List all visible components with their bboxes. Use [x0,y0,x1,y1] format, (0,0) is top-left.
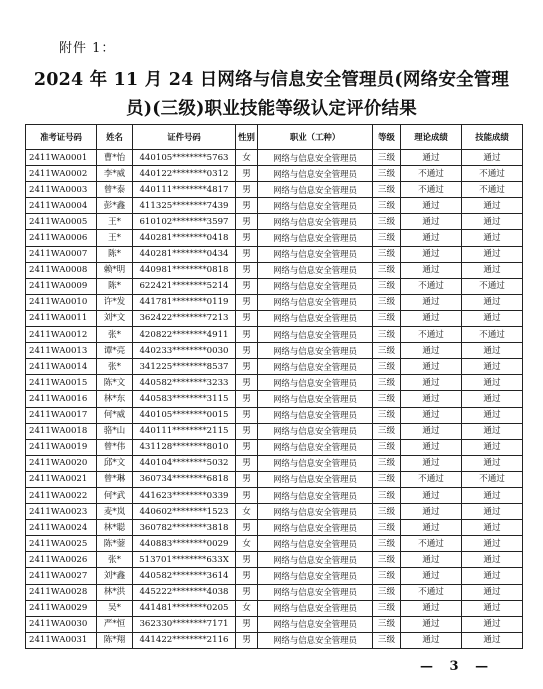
id-number-cell: 362330********7171 [133,616,236,632]
skill-result-cell: 通过 [462,246,523,262]
occupation-cell: 网络与信息安全管理员 [258,600,373,616]
exam-number-cell: 2411WA0021 [26,471,97,487]
exam-number-cell: 2411WA0015 [26,375,97,391]
skill-result-cell: 通过 [462,455,523,471]
level-cell: 三级 [373,471,401,487]
gender-cell: 男 [236,214,258,230]
theory-result-cell: 不通过 [401,182,462,198]
name-cell: 何*威 [97,407,133,423]
name-cell: 王* [97,214,133,230]
id-number-cell: 362422********7213 [133,310,236,326]
level-cell: 三级 [373,359,401,375]
name-cell: 赖*明 [97,262,133,278]
table-row [26,423,523,439]
exam-number-cell: 2411WA0027 [26,568,97,584]
skill-result-cell: 通过 [462,150,523,166]
gender-cell: 男 [236,487,258,503]
name-cell: 曾*伟 [97,439,133,455]
name-cell: 陈*蓥 [97,536,133,552]
skill-result-cell: 通过 [462,536,523,552]
exam-number-cell: 2411WA0008 [26,262,97,278]
theory-result-cell: 通过 [401,214,462,230]
id-number-cell: 440111********2115 [133,423,236,439]
gender-cell: 男 [236,439,258,455]
table-row [26,407,523,423]
level-cell: 三级 [373,310,401,326]
theory-result-cell: 通过 [401,343,462,359]
exam-number-cell: 2411WA0003 [26,182,97,198]
level-cell: 三级 [373,552,401,568]
gender-cell: 女 [236,600,258,616]
occupation-cell: 网络与信息安全管理员 [258,150,373,166]
skill-result-cell: 不通过 [462,182,523,198]
name-cell: 陈* [97,246,133,262]
gender-cell: 男 [236,359,258,375]
occupation-cell: 网络与信息安全管理员 [258,246,373,262]
occupation-cell: 网络与信息安全管理员 [258,375,373,391]
gender-cell: 男 [236,471,258,487]
level-cell: 三级 [373,568,401,584]
occupation-cell: 网络与信息安全管理员 [258,327,373,343]
gender-cell: 男 [236,310,258,326]
id-number-cell: 440233********0030 [133,343,236,359]
id-number-cell: 445222********4038 [133,584,236,600]
table-row [26,455,523,471]
id-number-cell: 440582********3233 [133,375,236,391]
occupation-cell: 网络与信息安全管理员 [258,391,373,407]
skill-result-cell: 通过 [462,439,523,455]
name-cell: 张* [97,552,133,568]
gender-cell: 男 [236,375,258,391]
gender-cell: 男 [236,278,258,294]
table-row [26,359,523,375]
skill-result-cell: 通过 [462,391,523,407]
gender-cell: 男 [236,423,258,439]
table-row [26,310,523,326]
occupation-cell: 网络与信息安全管理员 [258,278,373,294]
theory-result-cell: 通过 [401,552,462,568]
id-number-cell: 513701********633X [133,552,236,568]
exam-number-cell: 2411WA0026 [26,552,97,568]
occupation-cell: 网络与信息安全管理员 [258,632,373,648]
skill-result-cell: 通过 [462,616,523,632]
theory-result-cell: 通过 [401,632,462,648]
document-title-line-2: 员)(三级)职业技能等级认定评价结果 [126,99,417,119]
theory-result-cell: 通过 [401,487,462,503]
name-cell: 曾*泰 [97,182,133,198]
exam-number-cell: 2411WA0024 [26,520,97,536]
theory-result-cell: 不通过 [401,471,462,487]
level-cell: 三级 [373,327,401,343]
table-row [26,214,523,230]
id-number-cell: 420822********4911 [133,327,236,343]
theory-result-cell: 通过 [401,230,462,246]
skill-result-cell: 不通过 [462,278,523,294]
level-cell: 三级 [373,616,401,632]
exam-number-cell: 2411WA0029 [26,600,97,616]
table-row [26,294,523,310]
id-number-cell: 440981********0818 [133,262,236,278]
occupation-cell: 网络与信息安全管理员 [258,439,373,455]
level-cell: 三级 [373,214,401,230]
id-number-cell: 440883********0029 [133,536,236,552]
occupation-cell: 网络与信息安全管理员 [258,536,373,552]
table-row [26,262,523,278]
gender-cell: 男 [236,632,258,648]
theory-result-cell: 不通过 [401,166,462,182]
theory-result-cell: 通过 [401,246,462,262]
occupation-cell: 网络与信息安全管理员 [258,423,373,439]
level-cell: 三级 [373,632,401,648]
gender-cell: 女 [236,504,258,520]
theory-result-cell: 通过 [401,375,462,391]
gender-cell: 男 [236,616,258,632]
name-cell: 谭*亮 [97,343,133,359]
table-row [26,150,523,166]
gender-cell: 男 [236,262,258,278]
gender-cell: 男 [236,198,258,214]
id-number-cell: 610102********3597 [133,214,236,230]
name-cell: 何*武 [97,487,133,503]
level-cell: 三级 [373,584,401,600]
theory-result-cell: 通过 [401,520,462,536]
gender-cell: 男 [236,520,258,536]
id-number-cell: 440602********1523 [133,504,236,520]
theory-result-cell: 通过 [401,359,462,375]
theory-result-cell: 通过 [401,600,462,616]
name-cell: 陈* [97,278,133,294]
gender-cell: 男 [236,455,258,471]
theory-result-cell: 通过 [401,391,462,407]
exam-number-cell: 2411WA0025 [26,536,97,552]
name-cell: 许*发 [97,294,133,310]
id-number-cell: 622421********5214 [133,278,236,294]
header-skill-result: 技能成绩 [462,125,523,150]
theory-result-cell: 不通过 [401,584,462,600]
occupation-cell: 网络与信息安全管理员 [258,568,373,584]
theory-result-cell: 通过 [401,423,462,439]
header-exam-number: 准考证号码 [26,125,97,150]
gender-cell: 女 [236,536,258,552]
occupation-cell: 网络与信息安全管理员 [258,552,373,568]
skill-result-cell: 通过 [462,343,523,359]
attachment-label: 附件 1： [59,41,116,56]
skill-result-cell: 通过 [462,552,523,568]
header-occupation: 职业（工种） [258,125,373,150]
gender-cell: 男 [236,343,258,359]
name-cell: 王* [97,230,133,246]
id-number-cell: 440281********0418 [133,230,236,246]
exam-number-cell: 2411WA0013 [26,343,97,359]
level-cell: 三级 [373,487,401,503]
occupation-cell: 网络与信息安全管理员 [258,407,373,423]
table-row [26,536,523,552]
gender-cell: 男 [236,246,258,262]
theory-result-cell: 通过 [401,407,462,423]
table-row [26,616,523,632]
document-title-line-1: 2024 年 11 月 24 日网络与信息安全管理员(网络安全管理 [33,70,510,90]
theory-result-cell: 通过 [401,455,462,471]
table-row [26,198,523,214]
name-cell: 林*聪 [97,520,133,536]
level-cell: 三级 [373,166,401,182]
exam-number-cell: 2411WA0019 [26,439,97,455]
level-cell: 三级 [373,294,401,310]
theory-result-cell: 不通过 [401,278,462,294]
occupation-cell: 网络与信息安全管理员 [258,230,373,246]
exam-number-cell: 2411WA0028 [26,584,97,600]
theory-result-cell: 通过 [401,616,462,632]
occupation-cell: 网络与信息安全管理员 [258,343,373,359]
exam-number-cell: 2411WA0020 [26,455,97,471]
id-number-cell: 411325********7439 [133,198,236,214]
occupation-cell: 网络与信息安全管理员 [258,198,373,214]
name-cell: 麦*岚 [97,504,133,520]
gender-cell: 男 [236,584,258,600]
exam-number-cell: 2411WA0005 [26,214,97,230]
gender-cell: 男 [236,552,258,568]
occupation-cell: 网络与信息安全管理员 [258,520,373,536]
gender-cell: 男 [236,391,258,407]
table-row [26,230,523,246]
gender-cell: 男 [236,230,258,246]
table-row [26,166,523,182]
exam-number-cell: 2411WA0006 [26,230,97,246]
id-number-cell: 441422********2116 [133,632,236,648]
table-row [26,246,523,262]
skill-result-cell: 通过 [462,294,523,310]
level-cell: 三级 [373,439,401,455]
theory-result-cell: 通过 [401,439,462,455]
id-number-cell: 440111********4817 [133,182,236,198]
level-cell: 三级 [373,150,401,166]
gender-cell: 男 [236,294,258,310]
level-cell: 三级 [373,343,401,359]
header-level: 等级 [373,125,401,150]
id-number-cell: 440105********5763 [133,150,236,166]
level-cell: 三级 [373,375,401,391]
id-number-cell: 441623********0339 [133,487,236,503]
skill-result-cell: 通过 [462,520,523,536]
id-number-cell: 341225********8537 [133,359,236,375]
gender-cell: 男 [236,327,258,343]
exam-number-cell: 2411WA0010 [26,294,97,310]
theory-result-cell: 通过 [401,150,462,166]
theory-result-cell: 通过 [401,294,462,310]
occupation-cell: 网络与信息安全管理员 [258,471,373,487]
level-cell: 三级 [373,407,401,423]
name-cell: 刘*文 [97,310,133,326]
exam-number-cell: 2411WA0011 [26,310,97,326]
id-number-cell: 441481********0205 [133,600,236,616]
occupation-cell: 网络与信息安全管理员 [258,359,373,375]
table-row [26,520,523,536]
exam-number-cell: 2411WA0018 [26,423,97,439]
skill-result-cell: 通过 [462,230,523,246]
theory-result-cell: 通过 [401,310,462,326]
level-cell: 三级 [373,230,401,246]
level-cell: 三级 [373,504,401,520]
name-cell: 邱*文 [97,455,133,471]
exam-number-cell: 2411WA0022 [26,487,97,503]
level-cell: 三级 [373,536,401,552]
name-cell: 陈*文 [97,375,133,391]
level-cell: 三级 [373,600,401,616]
skill-result-cell: 通过 [462,504,523,520]
table-row [26,584,523,600]
table-body [26,150,523,649]
exam-number-cell: 2411WA0004 [26,198,97,214]
exam-number-cell: 2411WA0007 [26,246,97,262]
name-cell: 张* [97,359,133,375]
occupation-cell: 网络与信息安全管理员 [258,455,373,471]
table-header-row [26,125,523,150]
table-row [26,439,523,455]
occupation-cell: 网络与信息安全管理员 [258,504,373,520]
name-cell: 林*东 [97,391,133,407]
table-row [26,487,523,503]
name-cell: 林*洪 [97,584,133,600]
header-id-number: 证件号码 [133,125,236,150]
name-cell: 曹*怡 [97,150,133,166]
table-row [26,568,523,584]
level-cell: 三级 [373,198,401,214]
skill-result-cell: 通过 [462,310,523,326]
exam-number-cell: 2411WA0012 [26,327,97,343]
skill-result-cell: 通过 [462,423,523,439]
gender-cell: 男 [236,166,258,182]
exam-number-cell: 2411WA0001 [26,150,97,166]
exam-number-cell: 2411WA0016 [26,391,97,407]
skill-result-cell: 不通过 [462,471,523,487]
id-number-cell: 440583********3115 [133,391,236,407]
id-number-cell: 440104********5032 [133,455,236,471]
level-cell: 三级 [373,391,401,407]
occupation-cell: 网络与信息安全管理员 [258,166,373,182]
id-number-cell: 431128********8010 [133,439,236,455]
table-row [26,182,523,198]
id-number-cell: 441781********0119 [133,294,236,310]
level-cell: 三级 [373,262,401,278]
exam-number-cell: 2411WA0031 [26,632,97,648]
occupation-cell: 网络与信息安全管理员 [258,584,373,600]
gender-cell: 男 [236,407,258,423]
name-cell: 李*威 [97,166,133,182]
name-cell: 吴* [97,600,133,616]
skill-result-cell: 通过 [462,568,523,584]
level-cell: 三级 [373,423,401,439]
id-number-cell: 440281********0434 [133,246,236,262]
occupation-cell: 网络与信息安全管理员 [258,294,373,310]
skill-result-cell: 通过 [462,359,523,375]
table-row [26,375,523,391]
skill-result-cell: 通过 [462,487,523,503]
skill-result-cell: 不通过 [462,166,523,182]
table-row [26,391,523,407]
skill-result-cell: 通过 [462,262,523,278]
table-row [26,471,523,487]
exam-number-cell: 2411WA0030 [26,616,97,632]
id-number-cell: 440105********0015 [133,407,236,423]
theory-result-cell: 通过 [401,198,462,214]
name-cell: 张* [97,327,133,343]
skill-result-cell: 通过 [462,375,523,391]
exam-number-cell: 2411WA0017 [26,407,97,423]
skill-result-cell: 通过 [462,632,523,648]
skill-result-cell: 通过 [462,600,523,616]
name-cell: 彭*鑫 [97,198,133,214]
skill-result-cell: 通过 [462,198,523,214]
results-table [25,124,523,649]
skill-result-cell: 不通过 [462,327,523,343]
id-number-cell: 440582********3614 [133,568,236,584]
skill-result-cell: 通过 [462,407,523,423]
table-row [26,600,523,616]
id-number-cell: 360782********3818 [133,520,236,536]
gender-cell: 男 [236,568,258,584]
level-cell: 三级 [373,246,401,262]
name-cell: 陈*翔 [97,632,133,648]
occupation-cell: 网络与信息安全管理员 [258,616,373,632]
exam-number-cell: 2411WA0002 [26,166,97,182]
table-row [26,327,523,343]
exam-number-cell: 2411WA0009 [26,278,97,294]
level-cell: 三级 [373,182,401,198]
table-row [26,504,523,520]
exam-number-cell: 2411WA0023 [26,504,97,520]
theory-result-cell: 不通过 [401,327,462,343]
header-name: 姓名 [97,125,133,150]
occupation-cell: 网络与信息安全管理员 [258,310,373,326]
name-cell: 严*恒 [97,616,133,632]
page-number: — 3 — [420,659,495,674]
theory-result-cell: 通过 [401,568,462,584]
skill-result-cell: 通过 [462,214,523,230]
name-cell: 刘*鑫 [97,568,133,584]
header-gender: 性别 [236,125,258,150]
occupation-cell: 网络与信息安全管理员 [258,182,373,198]
gender-cell: 女 [236,150,258,166]
id-number-cell: 440122********0312 [133,166,236,182]
header-theory-result: 理论成绩 [401,125,462,150]
id-number-cell: 360734********6818 [133,471,236,487]
occupation-cell: 网络与信息安全管理员 [258,262,373,278]
level-cell: 三级 [373,455,401,471]
table-row [26,632,523,648]
table-row [26,278,523,294]
occupation-cell: 网络与信息安全管理员 [258,487,373,503]
occupation-cell: 网络与信息安全管理员 [258,214,373,230]
level-cell: 三级 [373,278,401,294]
skill-result-cell: 通过 [462,584,523,600]
name-cell: 骆*山 [97,423,133,439]
table-row [26,343,523,359]
theory-result-cell: 不通过 [401,536,462,552]
level-cell: 三级 [373,520,401,536]
gender-cell: 男 [236,182,258,198]
theory-result-cell: 通过 [401,504,462,520]
table-row [26,552,523,568]
theory-result-cell: 通过 [401,262,462,278]
name-cell: 曾*琳 [97,471,133,487]
exam-number-cell: 2411WA0014 [26,359,97,375]
